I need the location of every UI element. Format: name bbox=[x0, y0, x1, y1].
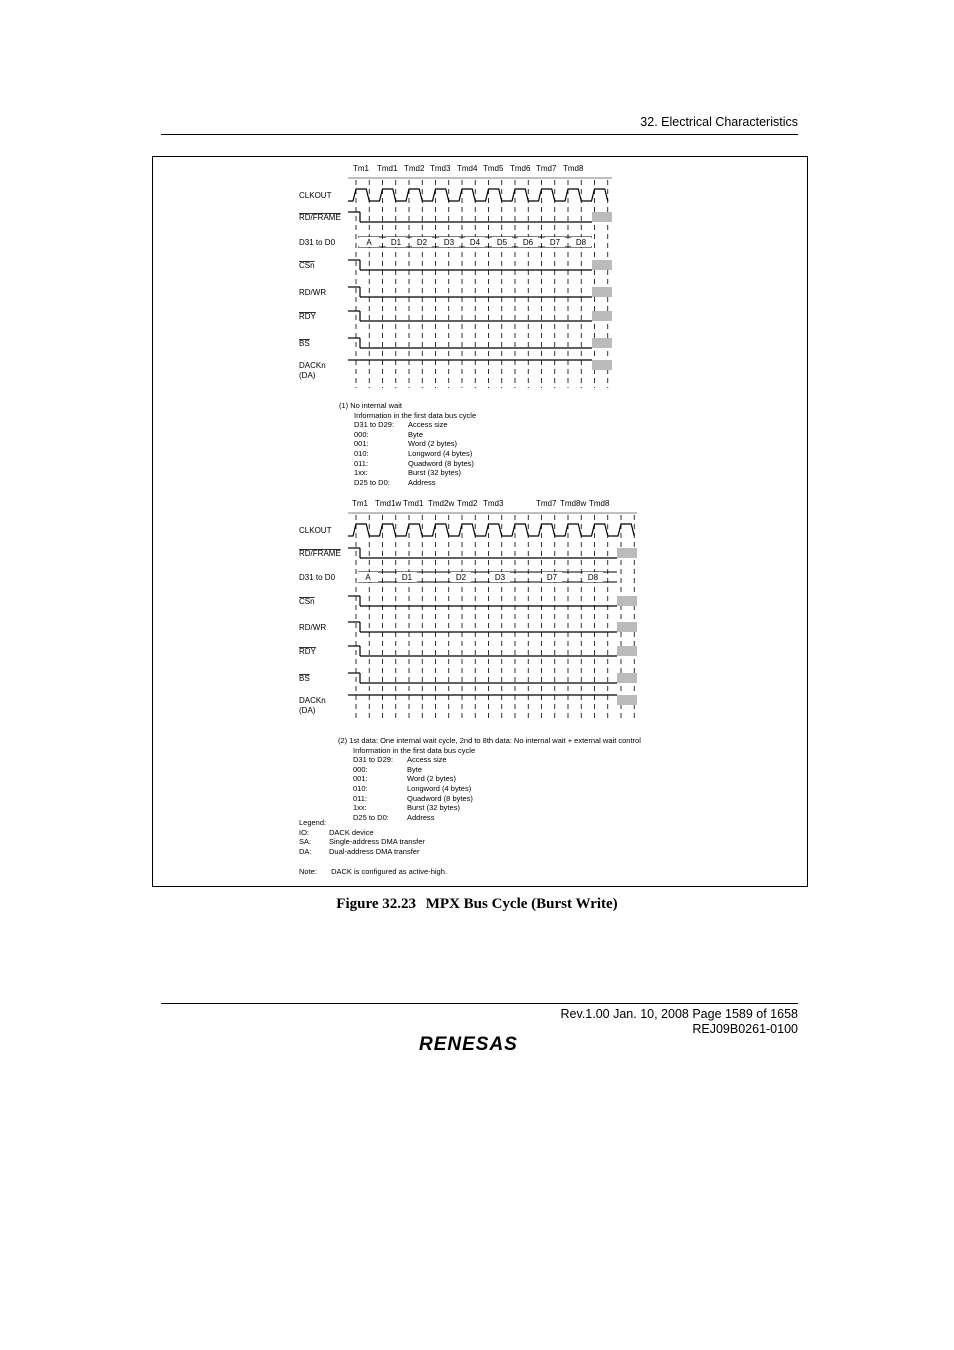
footer-rule bbox=[161, 1003, 798, 1004]
signal-hatch bbox=[592, 287, 612, 297]
cycle-label: Tmd7 bbox=[536, 499, 557, 508]
signal-hatch bbox=[592, 212, 612, 222]
signal-hatch bbox=[617, 622, 637, 632]
diagram1-note-key: 000: bbox=[354, 429, 369, 439]
diagram2-note-title: (2) 1st data: One internal wait cycle, 2nd to 8th data: No internal wait + external wait control bbox=[338, 736, 641, 745]
diagram2-note-key: 000: bbox=[353, 764, 368, 774]
diagram2-note-rows bbox=[338, 755, 641, 822]
signal-label: RDY bbox=[299, 647, 316, 656]
diagram1-note-key: 1xx: bbox=[354, 468, 368, 478]
figure-title: MPX Bus Cycle (Burst Write) bbox=[425, 896, 618, 912]
cycle-label: Tmd2 bbox=[457, 499, 478, 508]
diagram1-note-value: Word (2 bytes) bbox=[408, 439, 458, 449]
diagram2-note-key: D31 to D29: bbox=[353, 755, 394, 765]
bus-data-label: D8 bbox=[575, 238, 587, 247]
bus-data-label: A bbox=[366, 238, 372, 247]
footer-revision: Rev.1.00 Jan. 10, 2008 Page 1589 of 1658 bbox=[560, 1007, 798, 1021]
diagram1-note-rows bbox=[339, 420, 476, 487]
cycle-label: Tmd1w bbox=[375, 499, 402, 508]
signal-label: (DA) bbox=[299, 371, 316, 380]
diagram2-note-row bbox=[353, 803, 641, 813]
legend-value: DACK device bbox=[329, 827, 374, 837]
diagram2-note-value: Access size bbox=[407, 755, 447, 765]
cycle-label: Tm1 bbox=[352, 499, 368, 508]
figure-number: Figure 32.23 bbox=[336, 896, 417, 912]
signal-label: RD/FRAME bbox=[299, 549, 341, 558]
signal-label: CLKOUT bbox=[299, 526, 332, 535]
cycle-label: Tmd3 bbox=[483, 499, 504, 508]
diagram1-note-value: Address bbox=[408, 477, 436, 487]
diagram2-note-key: 1xx: bbox=[353, 803, 367, 813]
diagram1-note-key: D31 to D29: bbox=[354, 420, 395, 430]
legend-key: SA: bbox=[299, 837, 312, 847]
bus-data-label: D6 bbox=[522, 238, 534, 247]
signal-hatch bbox=[617, 596, 637, 606]
signal-label: CSn bbox=[299, 597, 315, 606]
bus-data-label: D2 bbox=[416, 238, 428, 247]
signal-label: CSn bbox=[299, 261, 315, 270]
clkout-waveform bbox=[348, 189, 608, 201]
legend-rows bbox=[299, 828, 447, 857]
cycle-label: Tmd2 bbox=[404, 164, 425, 173]
signal-hatch bbox=[617, 695, 637, 705]
diagram2-note-row bbox=[353, 755, 641, 765]
bus-data-label: D5 bbox=[496, 238, 508, 247]
diagram2-note-key: 001: bbox=[353, 774, 368, 784]
diagram2-notes bbox=[338, 736, 641, 822]
diagram2-note-key: 011: bbox=[353, 793, 368, 803]
diagram2-note-value: Burst (32 bytes) bbox=[407, 803, 460, 813]
diagram1-note-sub: Information in the first data bus cycle bbox=[354, 410, 477, 420]
diagram2-note-value: Quadword (8 bytes) bbox=[407, 793, 473, 803]
section-header: 32. Electrical Characteristics bbox=[640, 115, 798, 129]
cycle-label: Tmd7 bbox=[536, 164, 557, 173]
signal-label: RD/FRAME bbox=[299, 213, 341, 222]
diagram1-note-row bbox=[354, 459, 476, 469]
diagram2-note-row bbox=[353, 794, 641, 804]
signal-label: RD/WR bbox=[299, 288, 327, 297]
bus-data-label: D8 bbox=[587, 573, 599, 582]
signal-label: (DA) bbox=[299, 706, 316, 715]
diagram1-note-key: 011: bbox=[354, 458, 369, 468]
legend-key: IO: bbox=[299, 827, 310, 837]
cycle-label: Tmd8 bbox=[563, 164, 584, 173]
cycle-label: Tmd4 bbox=[457, 164, 478, 173]
cycle-label: Tmd6 bbox=[510, 164, 531, 173]
bus-data-label: D3 bbox=[443, 238, 455, 247]
diagram1-note-row bbox=[354, 449, 476, 459]
clkout-waveform bbox=[348, 524, 634, 536]
cycle-label: Tmd1 bbox=[403, 499, 424, 508]
diagram1-note-value: Access size bbox=[408, 420, 448, 430]
legend-note bbox=[299, 867, 447, 877]
signal-label: D31 to D0 bbox=[299, 238, 336, 247]
bus-data-label: D7 bbox=[546, 573, 558, 582]
signal-label: RD/WR bbox=[299, 623, 327, 632]
diagram2-note-value: Longword (4 bytes) bbox=[407, 783, 472, 793]
signal-label: DACKn bbox=[299, 696, 326, 705]
legend-value: Single-address DMA transfer bbox=[329, 837, 425, 847]
timing-diagram-1 bbox=[299, 164, 612, 388]
signal-hatch bbox=[592, 260, 612, 270]
cycle-label: Tmd1 bbox=[377, 164, 398, 173]
diagram2-note-row bbox=[353, 774, 641, 784]
diagram2-note-value: Address bbox=[407, 812, 435, 822]
diagram1-note-key: 001: bbox=[354, 439, 369, 449]
bus-data-label: D3 bbox=[494, 573, 506, 582]
diagram1-note-key: D25 to D0: bbox=[354, 477, 390, 487]
diagram2-note-value: Word (2 bytes) bbox=[407, 774, 457, 784]
signal-label: D31 to D0 bbox=[299, 573, 336, 582]
diagram2-note-row bbox=[353, 784, 641, 794]
diagram1-note-row bbox=[354, 439, 476, 449]
legend-value: Dual-address DMA transfer bbox=[329, 846, 420, 856]
signal-label: BS bbox=[299, 339, 310, 348]
bus-data-label: D4 bbox=[469, 238, 481, 247]
signal-label: DACKn bbox=[299, 361, 326, 370]
legend-row bbox=[299, 837, 447, 847]
cycle-label: Tm1 bbox=[353, 164, 369, 173]
signal-hatch bbox=[617, 548, 637, 558]
figure-caption bbox=[0, 896, 954, 913]
signal-label: RDY bbox=[299, 312, 316, 321]
cycle-label: Tmd8w bbox=[560, 499, 587, 508]
signal-hatch bbox=[592, 338, 612, 348]
cycle-label: Tmd8 bbox=[589, 499, 610, 508]
diagram1-note-value: Byte bbox=[408, 429, 424, 439]
bus-data-label: D2 bbox=[455, 573, 467, 582]
diagram2-note-value: Byte bbox=[407, 764, 423, 774]
legend-note-key: Note: bbox=[299, 867, 317, 877]
legend bbox=[299, 818, 447, 877]
legend-title: Legend: bbox=[299, 818, 327, 827]
signal-label: BS bbox=[299, 674, 310, 683]
renesas-logo: RENESAS bbox=[419, 1034, 518, 1055]
signal-hatch bbox=[592, 360, 612, 370]
bus-data-label: D1 bbox=[390, 238, 402, 247]
signal-label: CLKOUT bbox=[299, 191, 332, 200]
bus-data-label: D7 bbox=[549, 238, 561, 247]
diagram2-note-row bbox=[353, 765, 641, 775]
diagram1-note-value: Burst (32 bytes) bbox=[408, 468, 461, 478]
diagram2-note-key: D25 to D0: bbox=[353, 812, 389, 822]
legend-key: DA: bbox=[299, 846, 312, 856]
diagram2-note-sub: Information in the first data bus cycle bbox=[353, 745, 476, 755]
diagram1-note-value: Quadword (8 bytes) bbox=[408, 458, 474, 468]
bus-data-label: D1 bbox=[401, 573, 413, 582]
signal-hatch bbox=[617, 673, 637, 683]
diagram1-note-row bbox=[354, 468, 476, 478]
diagram1-note-row bbox=[354, 420, 476, 430]
bus-data-label: A bbox=[365, 573, 371, 582]
timing-diagram-2 bbox=[299, 499, 637, 722]
diagram1-note-row bbox=[354, 478, 476, 488]
legend-row bbox=[299, 828, 447, 838]
signal-hatch bbox=[592, 311, 612, 321]
cycle-label: Tmd5 bbox=[483, 164, 504, 173]
signal-hatch bbox=[617, 646, 637, 656]
diagram1-notes bbox=[339, 401, 476, 487]
diagram1-note-row bbox=[354, 430, 476, 440]
diagram2-note-key: 010: bbox=[353, 783, 368, 793]
legend-row bbox=[299, 847, 447, 857]
diagram1-note-value: Longword (4 bytes) bbox=[408, 448, 473, 458]
footer-doc-number: REJ09B0261-0100 bbox=[692, 1022, 798, 1036]
diagram1-note-title: (1) No internal wait bbox=[339, 401, 402, 410]
cycle-label: Tmd2w bbox=[428, 499, 455, 508]
diagram1-note-key: 010: bbox=[354, 448, 369, 458]
legend-note-text: DACK is configured as active-high. bbox=[331, 867, 447, 877]
cycle-label: Tmd3 bbox=[430, 164, 451, 173]
